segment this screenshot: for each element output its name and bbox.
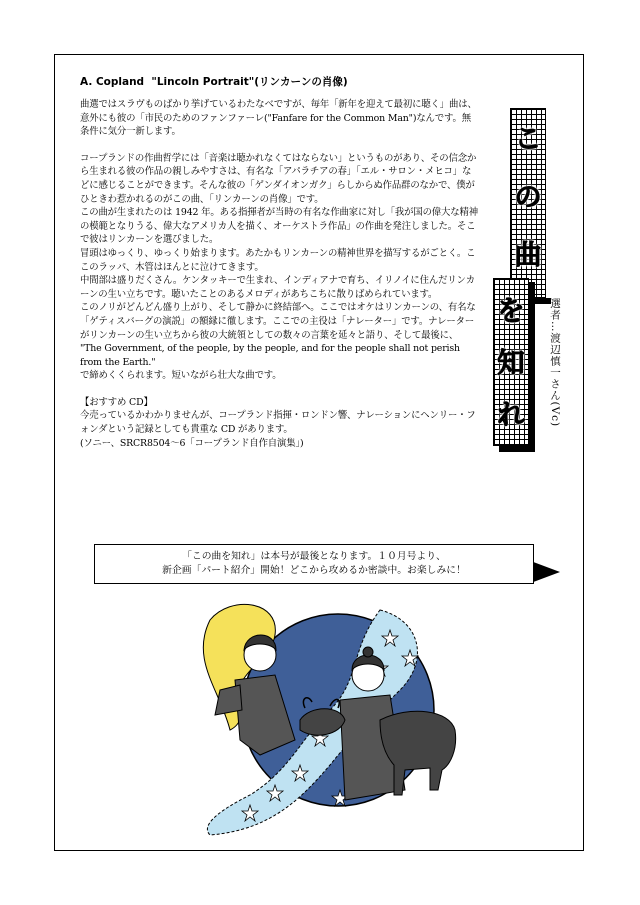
title-box-shadow xyxy=(499,446,535,452)
recommendation-title: 【おすすめ CD】 xyxy=(80,396,153,408)
title-char: こ xyxy=(514,124,542,155)
notice-box xyxy=(94,544,534,584)
paragraph-origin: この曲が生まれたのは 1942 年。ある指揮者が当時の有名な作曲家に対し「我が国の偉大な精神の模範となりうる、偉大なアメリカ人を描く、オーケストラ作品」の作曲を発注しました。そこで彼はリンカーンを選びました。 xyxy=(80,207,478,246)
title-char: 知 xyxy=(497,348,525,379)
paragraph-intro: 曲選ではスラヴものばかり挙げているわたなべですが、毎年「新年を迎えて最初に聴く」曲は、意外にも彼の「市民のためのファンファーレ("Fanfare for the Common Man")なんです。無条件に気分一新します。 xyxy=(80,99,477,138)
title-char: の xyxy=(514,182,542,213)
title-box-shadow xyxy=(529,282,535,452)
paragraph-philosophy: コープランドの作曲哲学には「音楽は聴かれなくてはならない」というものがあり、その信念から生まれる彼の作品の親しみやすさは、有名な「アパラチアの春」「エル・サロン・メヒコ」などに感じることができます。そんな彼の「ゲンダイオンガク」らしからぬ作品群のなかで、僕がひときわ惹かれるのがこの曲、「リンカーンの肖像」です。 xyxy=(80,152,477,205)
title-box-bottom xyxy=(493,278,529,446)
recommendation-cd: (ソニー、SRCR8504〜6「コープランド自作自演集」) xyxy=(80,437,304,449)
paragraph-ending: このノリがどんどん盛り上がり、そして静かに終結部へ。ここではオケはリンカーンの、有名な「ゲティスバーグの演説」の額縁に徹します。ここでの主役は「ナレーター」です。ナレーターがリンカーンの生い立ちから彼の大統領としての数々の言葉を延々と語り、そして最後に、 xyxy=(80,302,476,341)
title-char: 曲 xyxy=(514,240,542,271)
selector-credit: 選者…渡辺慎一さん(Vc) xyxy=(549,298,561,428)
hikoboshi-bun xyxy=(363,647,373,657)
paragraph-quote: "The Government, of the people, by the people, and for the people shall not perish from the Earth." xyxy=(80,343,460,368)
title-box-top xyxy=(510,108,546,298)
notice-line-2: 新企画「パート紹介」開始！どこから攻めるか密談中。お楽しみに！ xyxy=(162,565,466,576)
title-char: を xyxy=(497,296,525,327)
tanabata-illustration xyxy=(180,590,460,842)
paragraph-closing: で締めくくられます。短いながら壮大な曲です。 xyxy=(80,370,282,382)
paragraph-opening: 冒頭はゆっくり、ゆっくり始まります。あたかもリンカーンの精神世界を描写するがごとく。ここのラッパ、木管はほんとに泣けてきます。 xyxy=(80,247,476,273)
title-char: れ xyxy=(497,400,525,431)
article-body xyxy=(80,98,480,450)
article-heading: A. Copland "Lincoln Portrait"(リンカーンの肖像) xyxy=(80,76,348,88)
paragraph-middle: 中間部は盛りだくさん。ケンタッキーで生まれ、インディアナで育ち、イリノイに住んだリンカーンの生い立ちです。聴いたことのあるメロディがあちこちに散りばめられています。 xyxy=(80,275,475,300)
recommendation-text: 今売っているかわかりませんが、コープランド指揮・ロンドン響、ナレーションにヘンリー・フォンダという記録としても貴重な CD があります。 xyxy=(80,410,476,436)
notice-line-1: 「この曲を知れ」は本号が最後となります。１０月号より、 xyxy=(182,551,446,562)
